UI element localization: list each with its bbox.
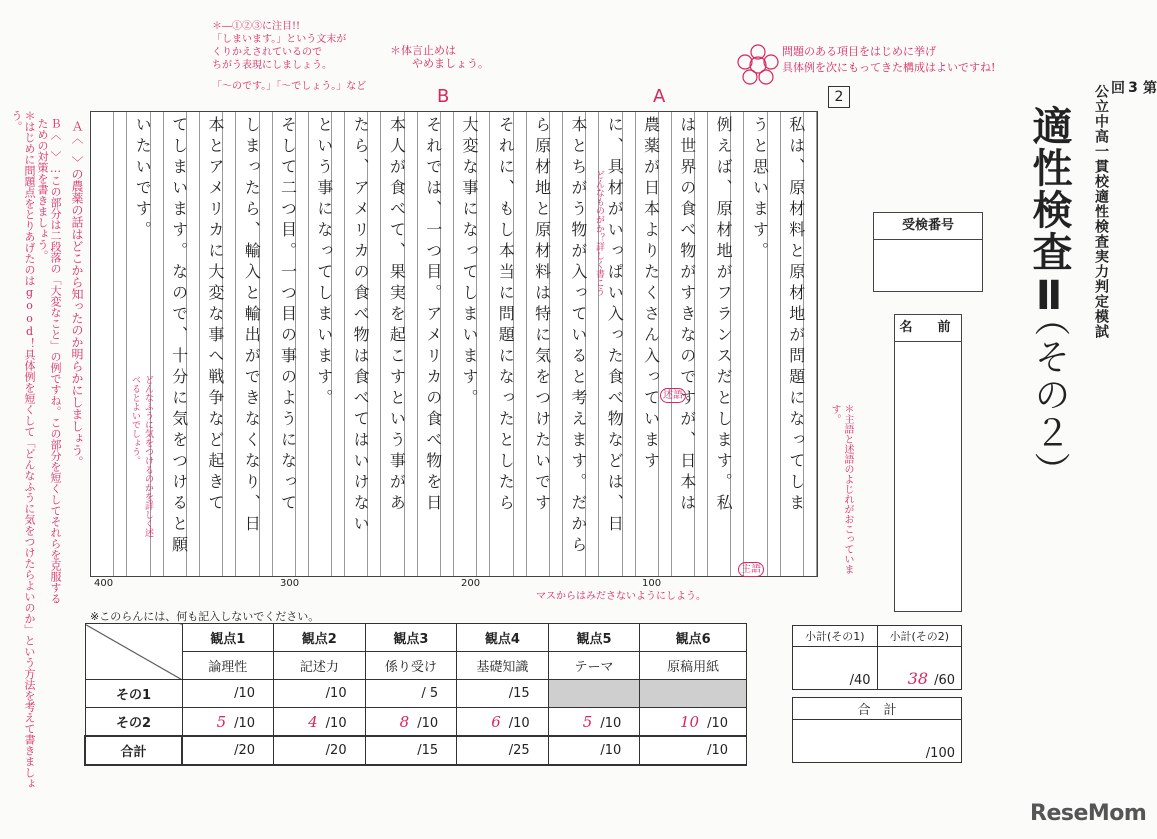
exam-title: 適性検査Ⅱ	[1026, 105, 1072, 321]
header-cell: 観点5	[548, 624, 640, 652]
name-label: 名 前	[895, 315, 961, 342]
score-max: /10	[707, 715, 728, 731]
subtotal-value-2-cell	[877, 647, 962, 690]
total-table	[792, 697, 962, 763]
manuscript-column: 大変な事になってしまいます。	[460, 116, 479, 410]
manuscript-column: 本とアメリカに大変な事へ戦争など起きて	[205, 116, 225, 515]
header-cell: 観点6	[640, 624, 747, 652]
total-cell: /25	[457, 736, 549, 765]
name-box[interactable]	[894, 314, 962, 612]
exam-number-box[interactable]	[873, 212, 983, 292]
annotation-line: 具体例を次にもってきた構成はよいですね!	[782, 61, 996, 74]
score-cell: / 5	[365, 680, 457, 708]
annotation-left-margin-1: ＊はじめに問題点をとりあげたのはgood！具体例を短くして「どんなふうに気をつけたらよいのか」という方法を考えて書きましょう。	[10, 110, 36, 789]
subheader-cell: 原稿用紙	[640, 652, 747, 680]
annotation-ending-note	[212, 20, 366, 93]
table-corner	[85, 624, 182, 680]
total-cell: /10	[640, 736, 747, 765]
subtotal-score-2: 38	[907, 669, 929, 688]
table-row	[85, 680, 747, 708]
resemom-logo: ReseMom	[1030, 801, 1147, 826]
score-value: 4	[308, 712, 318, 731]
header-cell: 観点4	[457, 624, 549, 652]
exam-series-label	[1093, 80, 1157, 339]
score-cell: /10	[274, 680, 366, 708]
score-value: 10	[679, 712, 700, 731]
row-label: 合計	[85, 736, 182, 765]
score-max: /10	[325, 715, 347, 731]
subtotal-label-2: 小計(その2)	[877, 626, 962, 647]
mark-a: A	[653, 86, 666, 107]
header-cell: 観点2	[274, 624, 366, 652]
annotation-line: ＊体言止めは	[390, 44, 456, 57]
flower-stamp-icon	[735, 42, 781, 88]
subheader-cell: テーマ	[548, 652, 640, 680]
annotation-line: 「〜のです。」「〜でしょう。」など	[212, 81, 367, 92]
score-value: 8	[399, 712, 410, 731]
total-cell: /20	[274, 736, 366, 765]
annotation-bottom-note: マスからはみださないようにしよう。	[536, 591, 706, 602]
subheader-cell: 基礎知識	[457, 652, 549, 680]
score-cell	[365, 708, 457, 737]
subtotal-table	[792, 625, 962, 690]
subject-label: 主語	[738, 562, 764, 577]
scale-100: 100	[642, 578, 662, 589]
score-cell	[548, 708, 640, 737]
score-table	[84, 623, 747, 766]
score-cell	[274, 708, 366, 737]
score-max: /10	[600, 715, 622, 731]
page-number: 2	[828, 86, 850, 108]
manuscript-column: いたいです。	[133, 116, 153, 242]
series-part-3: 回	[1109, 80, 1125, 95]
annotation-taigen-note	[390, 44, 489, 70]
subtotal-value-1: /40	[793, 647, 878, 690]
total-label: 合 計	[793, 698, 962, 720]
predicate-label: 述語	[660, 388, 686, 403]
subtotal-value-2: /60	[934, 673, 955, 688]
score-cell: /15	[457, 680, 549, 708]
manuscript-column: 本人が食べて、果実を起こすという事があ	[387, 116, 407, 515]
subheader-cell: 論理性	[182, 652, 274, 680]
manuscript-column: ら原材地と原材料は特に気をつけたいです	[532, 116, 552, 515]
annotation-line: 「しまいます。」という文末が	[212, 34, 347, 45]
subheader-cell: 係り受け	[365, 652, 457, 680]
manuscript-column: 本とちがう物が入っていると考えます。だから	[568, 116, 588, 557]
manuscript-column: 例えば、原材地がフランスだとします。私	[714, 116, 734, 515]
table-instruction: ※このらんには、何も記入しないでください。	[90, 610, 320, 623]
score-value: 6	[491, 712, 501, 731]
annotation-line: ちがう表現にしましょう。	[212, 60, 332, 71]
total-cell: /15	[365, 736, 457, 765]
annotation-line: やめましょう。	[412, 57, 489, 70]
table-row-total	[85, 736, 747, 765]
score-value: 5	[582, 712, 593, 731]
manuscript-column: たら、アメリカの食べ物は食べてはいけない	[351, 116, 371, 536]
manuscript-column: という事になってしまいます。	[314, 116, 334, 410]
annotation-right-margin: ＊主語と述語のよじれがおこっています。	[829, 404, 853, 574]
manuscript-column: うと思います。	[750, 116, 770, 263]
subtotal-label-1: 小計(その1)	[793, 626, 878, 647]
score-cell	[182, 708, 274, 737]
annotation-line: ＊―①②③に注目!!	[212, 21, 301, 32]
annotation-left-margin-2: Ａ〈 〉の農薬の話はどこから知ったのか明らかにしましょう。	[70, 120, 84, 468]
mark-b: B	[437, 86, 450, 107]
subheader-cell: 記述力	[274, 652, 366, 680]
score-cell	[457, 708, 549, 737]
total-cell: /10	[548, 736, 640, 765]
annotation-inline-detail: どんなものがか？詳しく書こう	[594, 170, 604, 296]
score-value: 5	[216, 712, 227, 731]
scale-400: 400	[94, 578, 114, 589]
series-part-1: 第	[1141, 80, 1157, 95]
exam-number-label: 受検番号	[874, 213, 982, 240]
score-cell-disabled	[640, 680, 747, 708]
manuscript-column: は世界の食べ物がすきなのですが、日本は	[677, 116, 697, 515]
score-cell: /10	[182, 680, 274, 708]
scale-300: 300	[280, 578, 300, 589]
annotation-left-margin-3: Ｂ〈 〉…この部分は二段落の「大変なこと」の例ですね。この部分を短くしてそれらを克服するための対策を書きましょう。	[36, 118, 62, 604]
header-cell: 観点3	[365, 624, 457, 652]
score-cell-disabled	[548, 680, 640, 708]
manuscript-ruby-column	[113, 112, 127, 576]
manuscript-column: 私は、原材料と原材地が問題になってしま	[786, 116, 806, 515]
series-part-4: 公立中高一貫校適性検査実力判定模試	[1093, 84, 1109, 339]
score-max: /10	[417, 715, 439, 731]
annotation-structure-note	[782, 44, 995, 76]
row-label: その1	[85, 680, 182, 708]
score-max: /10	[508, 715, 530, 731]
manuscript-column: 農薬が日本よりたくさん入っています	[641, 116, 661, 473]
annotation-line: くりかえされているので	[212, 47, 322, 58]
row-label: その2	[85, 708, 182, 737]
manuscript-column: に、具材がいっぱい入った食べ物などは、日	[605, 116, 625, 536]
exam-part: （その２）	[1029, 300, 1070, 490]
total-value: /100	[793, 720, 962, 763]
score-cell	[640, 708, 747, 737]
header-cell: 観点1	[182, 624, 274, 652]
total-cell: /20	[182, 736, 274, 765]
score-max: /10	[234, 715, 256, 731]
series-part-2: 3	[1125, 80, 1141, 97]
manuscript-column: そして二つ目。一つ目の事のようになって	[278, 116, 298, 515]
table-row	[85, 708, 747, 737]
manuscript-column: それに、もし本当に問題になったとしたら	[496, 116, 516, 515]
annotation-line: 問題のある項目をはじめに挙げ	[782, 45, 936, 58]
manuscript-column: しまったら、輸入と輸出ができなくなり、日	[242, 116, 262, 536]
manuscript-column: それでは、一つ目。アメリカの食べ物を日	[423, 116, 443, 515]
scale-200: 200	[461, 578, 481, 589]
annotation-inline-advice: どんなふうに気をつけるのかを詳しく述べるとよいでしょう。	[130, 375, 153, 537]
manuscript-column: てしまいます。なので、十分に気をつけると願	[169, 116, 189, 557]
manuscript-grid	[90, 111, 818, 577]
